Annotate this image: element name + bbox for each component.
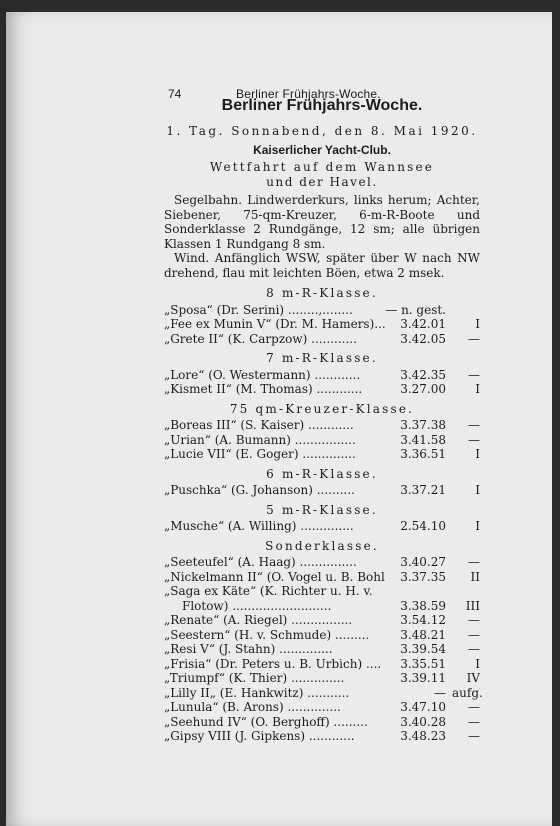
result-row (164, 628, 480, 643)
result-row (164, 433, 480, 448)
placing: I (475, 483, 480, 497)
placing: I (475, 382, 480, 396)
yacht-entry: „Kismet II“ (M. Thomas) ............ (164, 382, 363, 396)
placing: IV (466, 671, 480, 685)
yacht-entry: „Resi V“ (J. Stahn) .............. (164, 642, 333, 656)
placing: II (470, 569, 480, 584)
yacht-entry: „Seehund IV“ (O. Berghoff) ......... (164, 714, 368, 729)
yacht-entry: „Seeteufel“ (A. Haag) ............... (164, 555, 357, 569)
yacht-entry: „Seestern“ (H. v. Schmude) ......... (164, 627, 370, 642)
finish-time: 3.39.11 (400, 671, 446, 685)
course-paragraph: Segelbahn. Lindwerderkurs, links herum; Achter, Siebener, 75-qm-Kreuzer, 6-m-R-Boote und Sonderklasse 2 Rundgänge, 12 sm; alle übrigen Klassen 1 Rundgang 8 sm. (164, 193, 480, 251)
placing: — (468, 613, 480, 627)
placing: — (468, 432, 480, 447)
result-row (164, 642, 480, 657)
finish-time: 3.37.21 (400, 483, 446, 497)
class-heading: 5 m-R-Klasse. (266, 502, 378, 517)
placing: I (475, 317, 480, 331)
result-row (164, 447, 480, 462)
finish-time: — (434, 685, 446, 700)
placing: — (468, 642, 480, 656)
yacht-entry: „Lucie VII“ (E. Goger) .............. (164, 447, 356, 461)
yacht-entry: „Gipsy VIII (J. Gipkens) ............ (164, 729, 355, 743)
results-list (164, 286, 483, 744)
finish-time: 3.38.59 (400, 598, 446, 613)
finish-time: 3.54.12 (400, 613, 446, 627)
placing: I (475, 447, 480, 461)
day-line: 1. Tag. Sonnabend, den 8. Mai 1920. (166, 124, 478, 138)
yacht-entry: „Lore“ (O. Westermann) ............ (164, 367, 361, 382)
result-row (164, 382, 480, 397)
page-title: Berliner Frühjahrs-Woche. (221, 97, 423, 114)
result-row (164, 332, 480, 347)
yacht-entry: „Puschka“ (G. Johanson) .......... (164, 483, 355, 497)
finish-time: 3.27.00 (400, 382, 446, 396)
result-row (164, 483, 480, 498)
result-row (164, 555, 480, 570)
yacht-entry: „Fee ex Munin V“ (Dr. M. Hamers)... (164, 317, 386, 331)
placing: — (468, 627, 480, 642)
placing: I (475, 519, 480, 533)
finish-time: 3.42.05 (400, 331, 446, 346)
result-row (164, 715, 480, 730)
yacht-entry: „Sposa“ (Dr. Serini) ........,........ (164, 302, 353, 317)
placing: — (468, 714, 480, 729)
finish-time: 3.42.35 (400, 367, 446, 382)
yacht-entry: „Lilly II„ (E. Hankwitz) ........... (164, 685, 350, 700)
finish-time: 3.37.35 (400, 569, 446, 584)
class-heading: Sonderklasse. (265, 538, 379, 553)
finish-time: 3.48.21 (400, 627, 446, 642)
club-name: Kaiserlicher Yacht-Club. (253, 142, 391, 157)
yacht-entry: „Frisia“ (Dr. Peters u. B. Urbich) .... (164, 656, 382, 671)
placing: — (468, 729, 480, 743)
result-row (164, 418, 480, 433)
yacht-entry: „Boreas III“ (S. Kaiser) ............ (164, 418, 354, 432)
finish-time: 3.48.23 (400, 729, 446, 743)
result-row (164, 368, 480, 383)
class-heading: 6 m-R-Klasse. (266, 466, 378, 481)
finish-time: 3.35.51 (400, 656, 446, 671)
wind-paragraph: Wind. Anfänglich WSW, später über W nach NW drehend, flau mit leichten Böen, etwa 2 msek. (164, 251, 480, 280)
placing: I (475, 656, 480, 671)
result-row (164, 671, 480, 686)
yacht-entry: „Saga ex Käte“ (K. Richter u. H. v. (164, 584, 373, 598)
placing: aufg. (452, 685, 483, 700)
result-row (164, 570, 480, 585)
result-row (164, 685, 483, 701)
result-row (164, 729, 480, 744)
finish-time: 3.41.58 (400, 432, 446, 447)
page-number: 74 (168, 87, 182, 101)
class-heading: 75 qm-Kreuzer-Klasse. (229, 401, 415, 416)
yacht-entry: „Triumpf“ (K. Thier) .............. (164, 671, 345, 685)
finish-time: 3.36.51 (400, 447, 446, 461)
placing: — (468, 367, 480, 382)
yacht-entry: „Lunula“ (B. Arons) .............. (164, 700, 341, 714)
result-row (164, 613, 480, 628)
yacht-entry: „Musche“ (A. Willing) .............. (164, 519, 354, 533)
yacht-entry-continued: Flotow) .......................... (182, 598, 332, 613)
result-row (164, 700, 480, 715)
yacht-entry: „Grete II“ (K. Carpzow) ............ (164, 331, 357, 346)
class-heading: 7 m-R-Klasse. (266, 351, 378, 365)
yacht-entry: „Urian“ (A. Bumann) ................ (164, 432, 356, 447)
placing: III (465, 598, 480, 613)
yacht-entry: „Nickelmann II“ (O. Vogel u. B. Bohl (164, 569, 385, 584)
race-line-2: und der Havel. (266, 174, 378, 189)
yacht-entry: „Renate“ (A. Riegel) ................ (164, 613, 353, 627)
page-content (164, 96, 483, 744)
finish-time: 3.40.27 (400, 555, 446, 569)
placing: — (468, 700, 480, 714)
result-row (164, 519, 480, 534)
result-row (164, 657, 480, 672)
result-row (164, 317, 480, 332)
finish-time: 2.54.10 (400, 519, 446, 533)
finish-time: 3.42.01 (400, 317, 446, 331)
finish-time: — n. gest. (385, 302, 446, 317)
running-title: Berliner Frühjahrs-Woche. (236, 87, 381, 101)
placing: — (468, 418, 480, 432)
race-line-1: Wettfahrt auf dem Wannsee (209, 160, 435, 174)
result-row (164, 303, 480, 318)
result-row (164, 584, 480, 613)
class-heading: 8 m-R-Klasse. (266, 286, 378, 300)
finish-time: 3.39.54 (400, 642, 446, 656)
finish-time: 3.47.10 (400, 700, 446, 714)
placing: — (468, 331, 480, 346)
placing: — (468, 555, 480, 569)
finish-time: 3.37.38 (400, 418, 446, 432)
finish-time: 3.40.28 (400, 714, 446, 729)
